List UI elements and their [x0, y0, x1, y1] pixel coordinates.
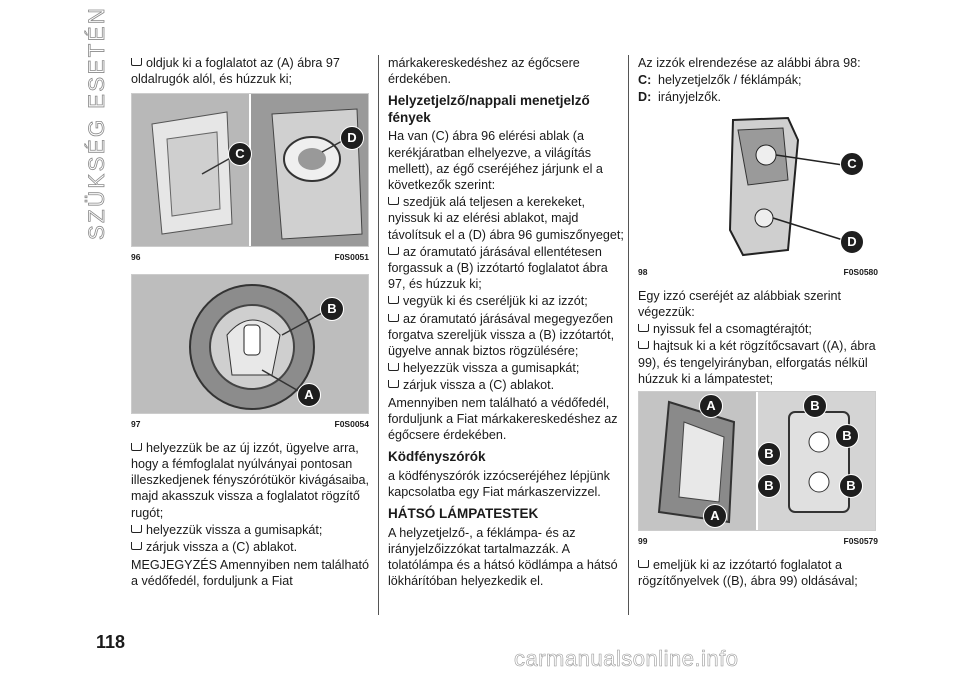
paragraph: Ha van (C) ábra 96 elérési ablak (a kerékjáratban elhelyezve, a világítás mellett), az égő cseréjéhez járjunk el a következők szerint:	[388, 129, 603, 193]
bullet-item: az óramutató járásával megegyezően forgatva szereljük vissza a (B) izzótartót, ügyelve annak biztos rögzülésére;	[388, 311, 624, 360]
figure-caption	[131, 249, 369, 265]
column-divider	[378, 55, 379, 615]
figure-caption	[638, 533, 878, 549]
bullet-item: az óramutató járásával ellentétesen forgassuk a (B) izzótartó foglalatot ábra 97, és húzzuk ki;	[388, 244, 624, 293]
headlamp-photo	[132, 275, 368, 413]
fender-window-photo	[132, 94, 368, 246]
bullet-item: emeljük ki az izzótartó foglalatot a rögzítőnyelvek ((B), ábra 99) oldásával;	[638, 557, 878, 589]
legend-item	[638, 72, 878, 88]
label-b-callout: B	[803, 394, 827, 418]
label-b-callout: B	[839, 474, 863, 498]
figure-code: F0S0051	[334, 252, 369, 263]
section-title: SZÜKSÉG ESETÉN	[84, 5, 109, 240]
bullet-item: oldjuk ki a foglalatot az (A) ábra 97 oldalrugók alól, és húzzuk ki;	[131, 55, 369, 87]
label-d-callout: D	[840, 230, 864, 254]
figure-97	[131, 274, 369, 414]
lamp-assembly-photo	[639, 392, 875, 530]
figure-code: F0S0579	[843, 536, 878, 547]
paragraph: a ködfényszórók izzócseréjéhez lépjünk kapcsolatba egy Fiat márkaszervizzel.	[388, 468, 610, 499]
label-a-callout: A	[297, 383, 321, 407]
bullet-item: helyezzük vissza a gumisapkát;	[388, 360, 624, 376]
figure-caption	[131, 416, 369, 432]
column-3	[638, 55, 878, 591]
rear-lamp-photo	[638, 110, 874, 262]
label-a-callout: A	[703, 504, 727, 528]
paragraph: A helyzetjelző-, a féklámpa- és az irányjelzőizzókat tartalmazzák. A tolatólámpa és a hátsó ködlámpa a hátsó lökhárítóban helyezkedik el.	[388, 525, 618, 589]
watermark: carmanualsonline.info	[514, 646, 739, 671]
legend-text: irányjelzők.	[658, 90, 721, 105]
column-1	[131, 55, 369, 591]
label-b-callout: B	[757, 474, 781, 498]
paragraph: Egy izzó cseréjét az alábbiak szerint végezzük:	[638, 288, 841, 320]
page-number: 118	[96, 632, 126, 652]
paragraph: Az izzók elrendezése az alábbi ábra 98:	[638, 56, 861, 70]
label-b-callout: B	[757, 442, 781, 466]
figure-number: 97	[131, 418, 141, 429]
legend-code: C:	[638, 73, 652, 88]
bullet-item: vegyük ki és cseréljük ki az izzót;	[388, 293, 624, 309]
figure-caption	[638, 264, 878, 280]
bullet-item: nyissuk fel a csomagtérajtót;	[638, 321, 878, 337]
column-divider	[628, 55, 629, 615]
label-c-callout: C	[840, 152, 864, 176]
figure-number: 99	[638, 536, 648, 547]
label-a-callout: A	[699, 394, 723, 418]
figure-96	[131, 93, 369, 247]
bullet-item: zárjuk vissza a (C) ablakot.	[388, 377, 624, 393]
label-c-callout: C	[228, 142, 252, 166]
figure-code: F0S0054	[334, 418, 369, 429]
label-b-callout: B	[835, 424, 859, 448]
paragraph: Amennyiben nem található a védőfedél, forduljunk a Fiat márkakereskedéshez az égőcsere érdekében.	[388, 395, 618, 443]
legend-text: helyzetjelzők / féklámpák;	[658, 73, 802, 88]
label-b-callout: B	[320, 297, 344, 321]
section-heading: Helyzetjelző/nappali menetjelző fények	[388, 93, 590, 125]
figure-code: F0S0580	[843, 266, 878, 277]
figure-98	[638, 110, 874, 262]
paragraph: márkakereskedéshez az égőcsere érdekében.	[388, 56, 580, 87]
bullet-item: hajtsuk ki a két rögzítőcsavart ((A), ábra 99), és tengelyirányban, elforgatás nélkül húzzuk ki a lámpatestet;	[638, 338, 878, 387]
bullet-item: helyezzük be az új izzót, ügyelve arra, hogy a fémfoglalat nyúlványai pontosan illeszkedjenek fényszórótükör kivágásaiba, majd akasszuk vissza a foglalatot rögzítő rugót;	[131, 440, 370, 520]
figure-99	[638, 391, 876, 531]
bullet-item: zárjuk vissza a (C) ablakot.	[131, 539, 369, 555]
note-paragraph: MEGJEGYZÉS Amennyiben nem található a védőfedél, forduljunk a Fiat	[131, 558, 369, 589]
legend-item	[638, 89, 878, 105]
label-d-callout: D	[340, 126, 364, 150]
section-heading: Ködfényszórók	[388, 449, 486, 465]
section-heading: HÁTSÓ LÁMPATESTEK	[388, 506, 539, 522]
figure-number: 96	[131, 252, 141, 263]
legend-code: D:	[638, 90, 652, 105]
bullet-item: szedjük alá teljesen a kerekeket, nyissuk ki az elérési ablakot, majd távolítsuk el a (D) ábra 96 gumiszőnyeget;	[388, 195, 624, 242]
bullet-item: helyezzük vissza a gumisapkát;	[131, 522, 369, 538]
column-2	[388, 55, 624, 590]
figure-number: 98	[638, 266, 648, 277]
